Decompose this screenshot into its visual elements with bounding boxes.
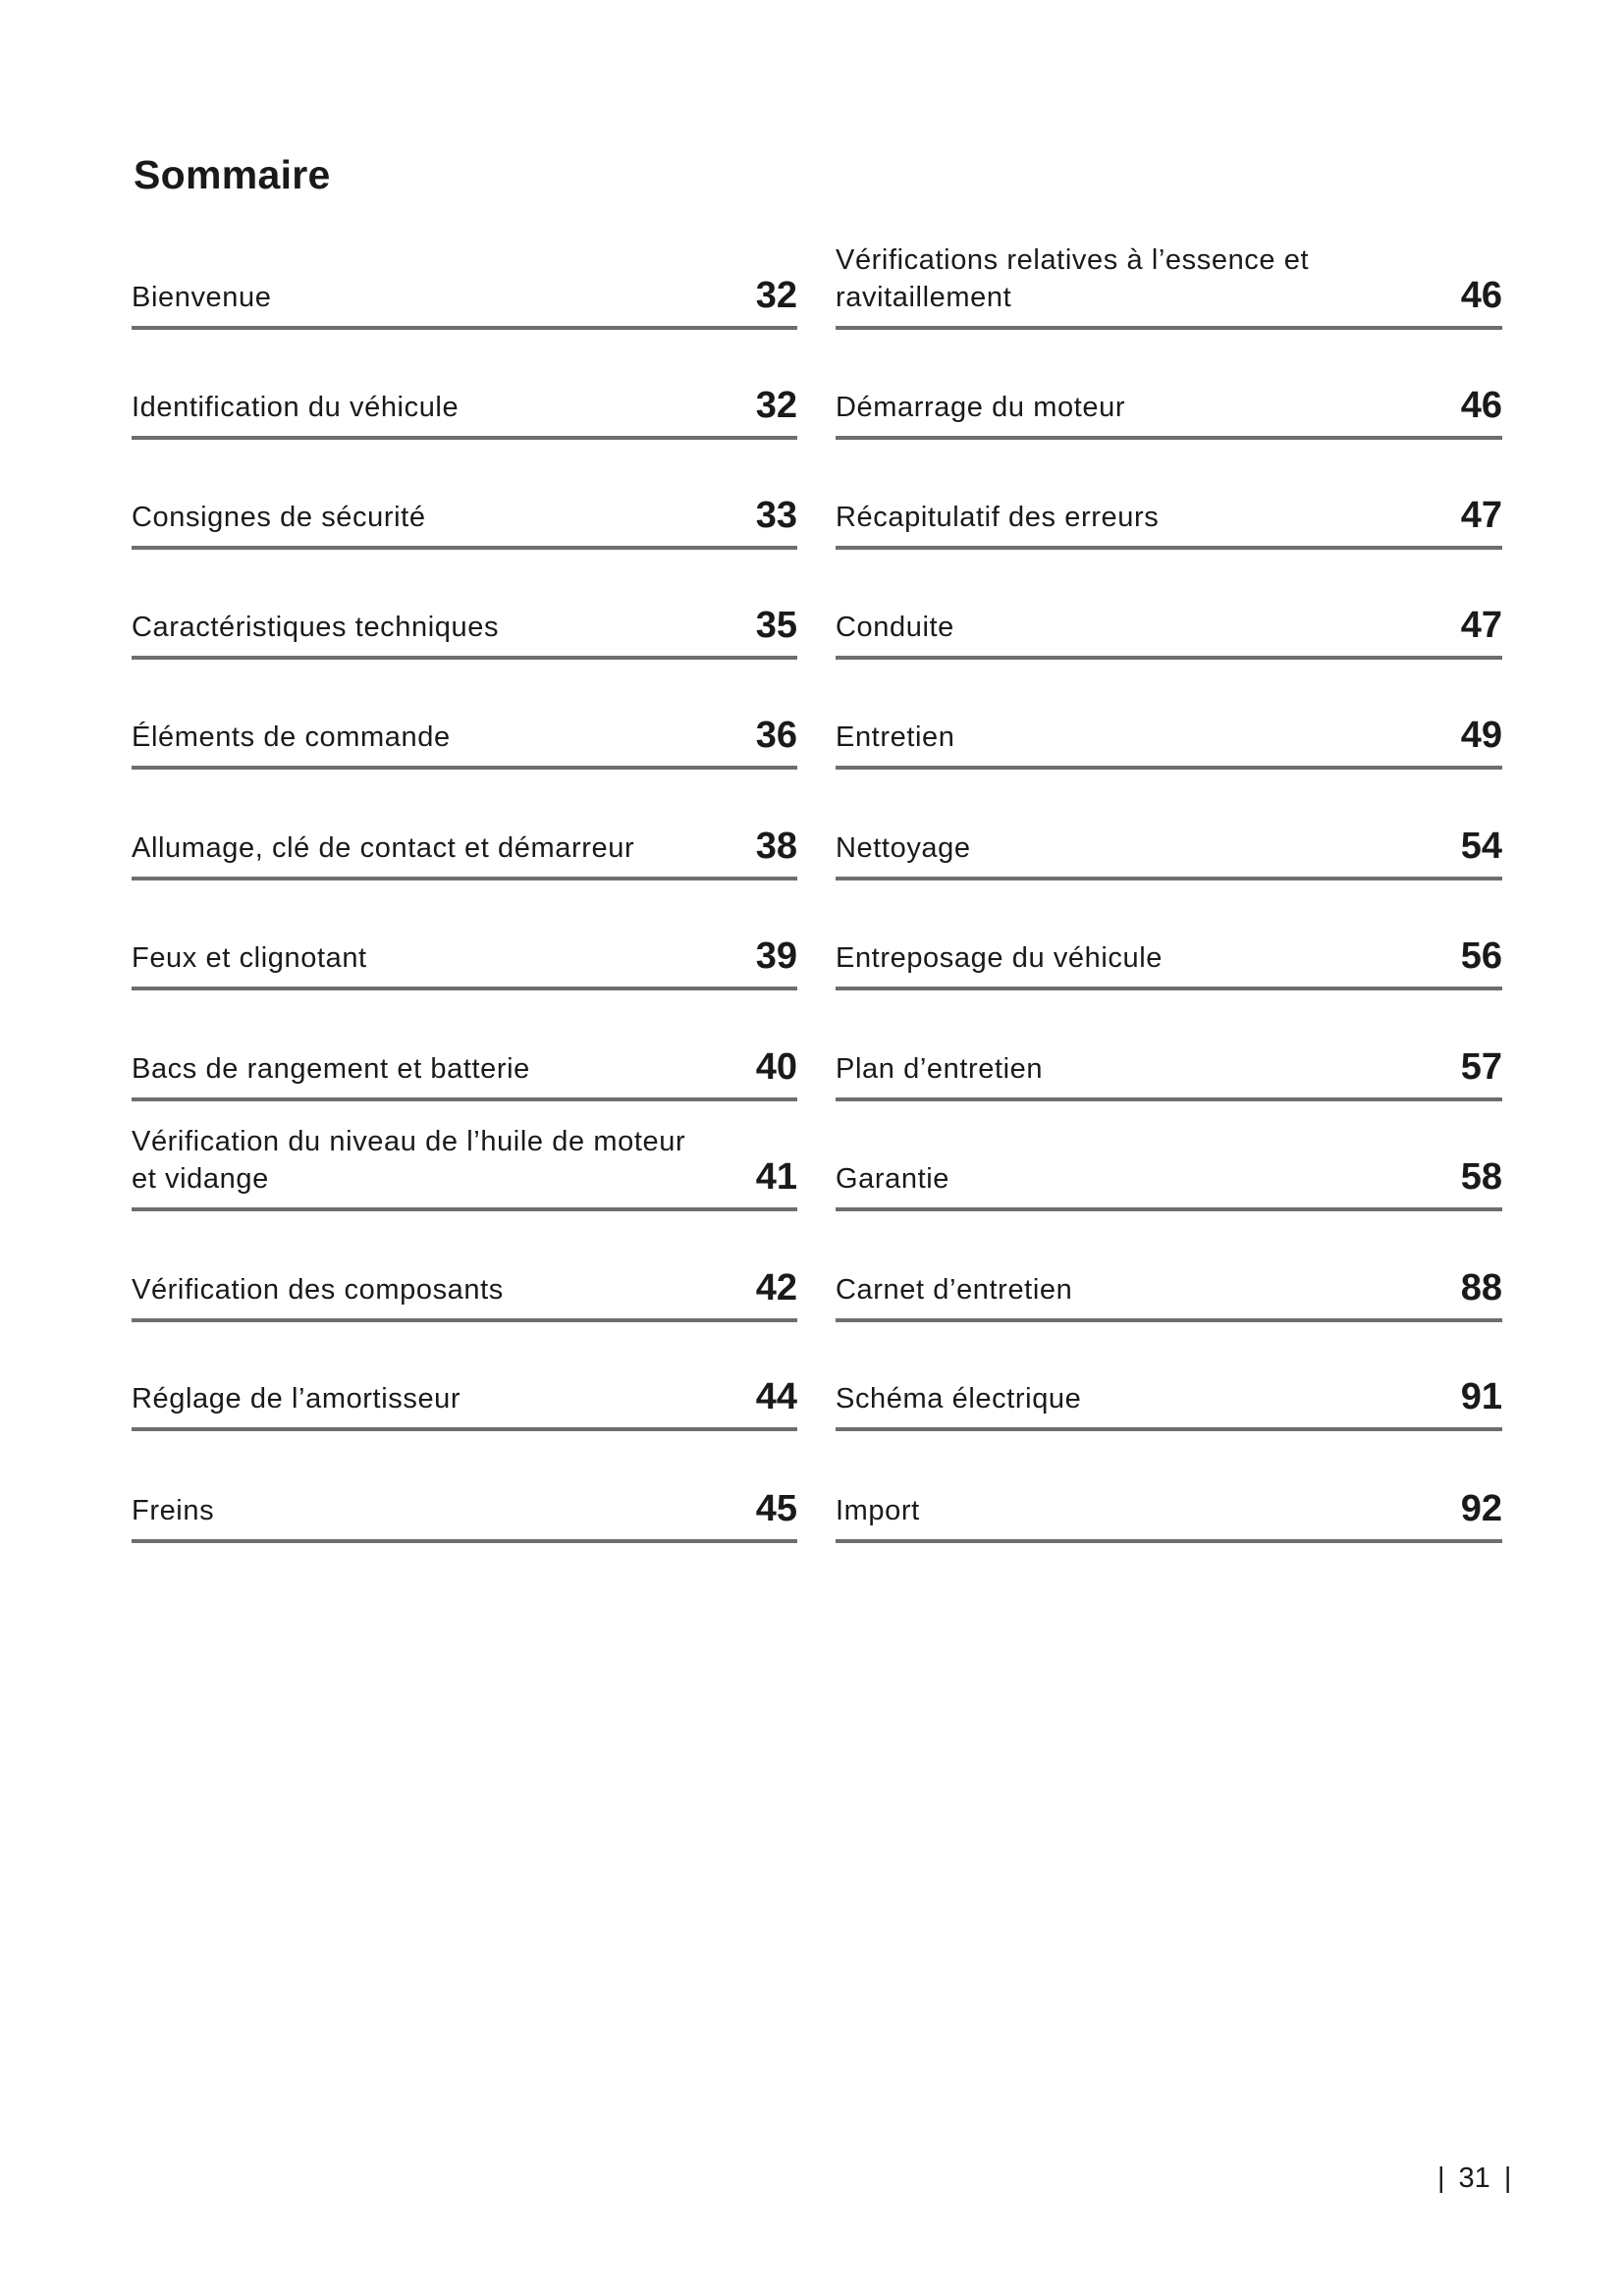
toc-entry-page: 47	[1460, 605, 1502, 646]
toc-entry-label: Démarrage du moteur	[836, 392, 1126, 423]
toc-entry[interactable]	[836, 679, 1502, 770]
toc-entry-page: 35	[755, 605, 797, 646]
toc-entry-label: Vérification des composants	[132, 1274, 504, 1306]
toc-entry-label: Garantie	[836, 1163, 950, 1195]
page-number-divider: |	[1437, 2163, 1445, 2194]
footer-page-number	[1424, 2164, 1525, 2193]
toc-entry[interactable]	[132, 1011, 797, 1101]
toc-entry[interactable]	[836, 569, 1502, 660]
toc-entry[interactable]	[132, 1121, 797, 1211]
toc-entry[interactable]	[132, 900, 797, 990]
toc-entry-page: 45	[755, 1488, 797, 1529]
toc-entry-label: Freins	[132, 1495, 215, 1526]
toc-entry-label: Vérifications relatives à l’essence et ravitaillement	[836, 244, 1310, 313]
toc-entry-page: 47	[1460, 495, 1502, 536]
toc-entry-label: Éléments de commande	[132, 721, 451, 753]
toc-entry-page: 36	[755, 715, 797, 756]
toc-entry-label: Import	[836, 1495, 920, 1526]
toc-entry-page: 41	[755, 1156, 797, 1198]
toc-entry-page: 40	[755, 1046, 797, 1088]
toc-entry[interactable]	[836, 349, 1502, 440]
page-number-value: 31	[1458, 2163, 1490, 2194]
toc-entry[interactable]	[836, 240, 1502, 330]
toc-entry-label: Caractéristiques techniques	[132, 612, 500, 643]
toc-entry-page: 39	[755, 935, 797, 977]
toc-entry-label: Récapitulatif des erreurs	[836, 502, 1160, 533]
toc-entry-page: 49	[1460, 715, 1502, 756]
toc-entry[interactable]	[132, 1341, 797, 1431]
toc-entry[interactable]	[132, 240, 797, 330]
toc-entry[interactable]	[836, 459, 1502, 550]
toc-entry-label: Nettoyage	[836, 832, 971, 864]
toc-entry[interactable]	[836, 1341, 1502, 1431]
toc-entry[interactable]	[132, 1453, 797, 1543]
toc-entry-label: Feux et clignotant	[132, 942, 367, 974]
toc-entry-label: Carnet d’entretien	[836, 1274, 1073, 1306]
toc-entry-label: Schéma électrique	[836, 1383, 1082, 1415]
toc-entry-page: 56	[1460, 935, 1502, 977]
toc-entry-label: Allumage, clé de contact et démarreur	[132, 832, 635, 864]
toc-entry-page: 44	[755, 1376, 797, 1417]
page-title: Sommaire	[134, 152, 331, 197]
toc-entry-page: 32	[755, 385, 797, 426]
toc-entry[interactable]	[836, 1232, 1502, 1322]
toc-entry-page: 92	[1460, 1488, 1502, 1529]
toc-entry-page: 38	[755, 826, 797, 867]
toc-entry-label: Bienvenue	[132, 282, 272, 313]
toc-entry[interactable]	[836, 900, 1502, 990]
toc-entry-label: Entreposage du véhicule	[836, 942, 1164, 974]
toc-entry[interactable]	[132, 790, 797, 881]
toc-entry[interactable]	[836, 790, 1502, 881]
toc-entry[interactable]	[132, 569, 797, 660]
toc-entry-label: Réglage de l’amortisseur	[132, 1383, 461, 1415]
toc-entry[interactable]	[132, 349, 797, 440]
toc-entry-page: 46	[1460, 275, 1502, 316]
toc-entry-page: 32	[755, 275, 797, 316]
toc-entry[interactable]	[836, 1453, 1502, 1543]
toc-entry-label: Vérification du niveau de l’huile de moteur et vidange	[132, 1126, 686, 1195]
toc-entry-label: Conduite	[836, 612, 954, 643]
toc-entry-label: Consignes de sécurité	[132, 502, 426, 533]
toc-entry-page: 42	[755, 1267, 797, 1308]
toc-entry-page: 54	[1460, 826, 1502, 867]
toc-entry-label: Identification du véhicule	[132, 392, 460, 423]
toc-entry-label: Bacs de rangement et batterie	[132, 1053, 530, 1085]
toc-entry[interactable]	[132, 1232, 797, 1322]
toc-entry[interactable]	[132, 459, 797, 550]
toc-entry[interactable]	[836, 1011, 1502, 1101]
toc-entry-label: Entretien	[836, 721, 955, 753]
toc-entry-page: 88	[1460, 1267, 1502, 1308]
toc-entry[interactable]	[836, 1121, 1502, 1211]
toc-entry-page: 91	[1460, 1376, 1502, 1417]
toc-entry-page: 46	[1460, 385, 1502, 426]
toc-entry-page: 58	[1460, 1156, 1502, 1198]
toc-entry[interactable]	[132, 679, 797, 770]
page-number-divider: |	[1503, 2163, 1512, 2194]
toc-entry-label: Plan d’entretien	[836, 1053, 1044, 1085]
toc-entry-page: 33	[755, 495, 797, 536]
toc-entry-page: 57	[1460, 1046, 1502, 1088]
